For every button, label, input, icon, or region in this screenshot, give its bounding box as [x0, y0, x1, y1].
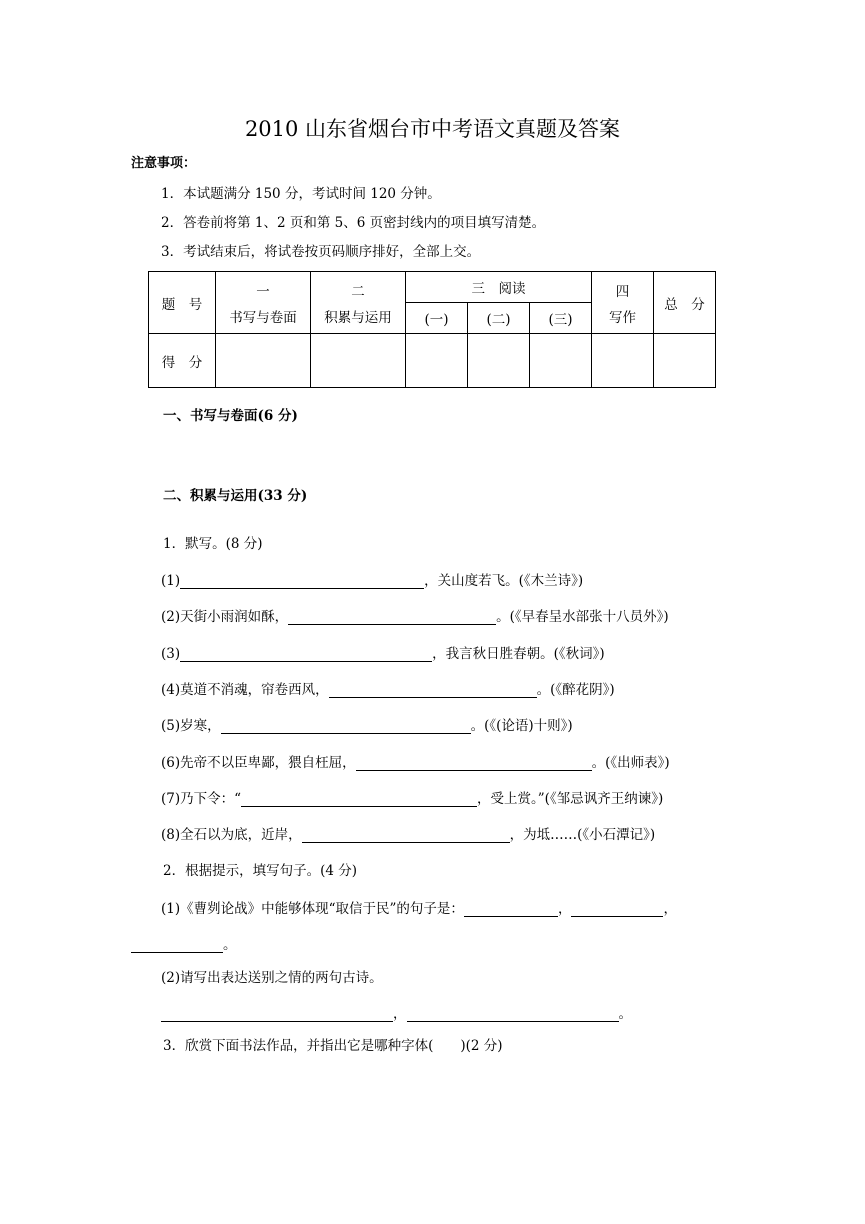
fill-item: (6)先帝不以臣卑鄙，猥自枉屈， 。(《出师表》): [161, 755, 670, 771]
score-cell[interactable]: [406, 334, 468, 388]
col-total: 总 分: [654, 272, 716, 334]
answer-blank[interactable]: [356, 756, 592, 771]
col-composition-name: 写作: [609, 309, 636, 326]
answer-blank[interactable]: [131, 938, 223, 953]
fill-item: (8)全石以为底，近岸， ，为坻……(《小石潭记》): [161, 827, 656, 843]
score-cell[interactable]: [654, 334, 716, 388]
fill-item: (2)天街小雨润如酥， 。(《早春呈水部张十八员外》): [161, 609, 669, 625]
col-writing-name: 书写与卷面: [229, 309, 297, 326]
score-cell[interactable]: [468, 334, 530, 388]
score-cell[interactable]: [592, 334, 654, 388]
col-composition: [592, 272, 654, 334]
score-cell[interactable]: [311, 334, 406, 388]
fill-item: (5)岁寒， 。(《(论语)十则》): [161, 718, 573, 734]
answer-blank[interactable]: [241, 792, 477, 807]
score-label: 得 分: [149, 334, 216, 388]
col-reading-header: 三 阅读: [406, 272, 592, 303]
notes-heading: 注意事项：: [131, 156, 197, 171]
col-accumulation-name: 积累与运用: [324, 309, 392, 326]
fill-item: (7)乃下令：“ ，受上赏。”(《邹忌讽齐王纳谏》): [161, 791, 664, 807]
question-heading: 2．根据提示，填写句子。(4 分): [163, 863, 358, 879]
col-composition-num: 四: [615, 283, 630, 300]
fill-item: (3) ，我言秋日胜春朝。(《秋词》): [161, 646, 605, 662]
fill-item: ， 。: [161, 1002, 632, 1022]
score-table: [148, 271, 716, 388]
answer-blank[interactable]: [161, 1007, 393, 1022]
question-number-label: 题 号: [149, 272, 216, 334]
score-cell[interactable]: [216, 334, 311, 388]
section-heading: 二、积累与运用(33 分): [163, 488, 308, 504]
fill-item: 。: [131, 933, 237, 953]
answer-blank[interactable]: [407, 1007, 619, 1022]
answer-blank[interactable]: [464, 902, 558, 917]
col-reading-sub: (三): [530, 303, 592, 334]
col-accumulation-num: 二: [351, 283, 365, 300]
question-heading: 3．欣赏下面书法作品，并指出它是哪种字体( )(2 分): [163, 1038, 503, 1054]
answer-blank[interactable]: [302, 828, 510, 843]
answer-blank[interactable]: [180, 647, 432, 662]
answer-blank[interactable]: [288, 610, 496, 625]
answer-blank[interactable]: [221, 719, 471, 734]
fill-item: (4)莫道不消魂，帘卷西风， 。(《醉花阴》): [161, 682, 615, 698]
question-subitem: (2)请写出表达送别之情的两句古诗。: [161, 970, 383, 986]
score-cell[interactable]: [530, 334, 592, 388]
col-writing-num: 一: [256, 283, 270, 300]
answer-blank[interactable]: [180, 574, 424, 589]
note-item: 1．本试题满分 150 分，考试时间 120 分钟。: [161, 186, 441, 202]
fill-item: (1) ，关山度若飞。(《木兰诗》): [161, 573, 584, 589]
col-reading-sub: (一): [406, 303, 468, 334]
col-writing: [216, 272, 311, 334]
question-heading: 1．默写。(8 分): [163, 536, 263, 552]
answer-blank[interactable]: [329, 683, 537, 698]
note-item: 2．答卷前将第 1、2 页和第 5、6 页密封线内的项目填写清楚。: [161, 215, 546, 231]
fill-item: (1)《曹刿论战》中能够体现“取信于民”的句子是： ， ，: [161, 901, 677, 917]
col-accumulation: [311, 272, 406, 334]
answer-blank[interactable]: [571, 902, 663, 917]
section-heading: 一、书写与卷面(6 分): [163, 408, 298, 424]
col-reading-sub: (二): [468, 303, 530, 334]
page-title: 2010 山东省烟台市中考语文真题及答案: [244, 117, 621, 141]
note-item: 3．考试结束后，将试卷按页码顺序排好，全部上交。: [161, 244, 481, 260]
